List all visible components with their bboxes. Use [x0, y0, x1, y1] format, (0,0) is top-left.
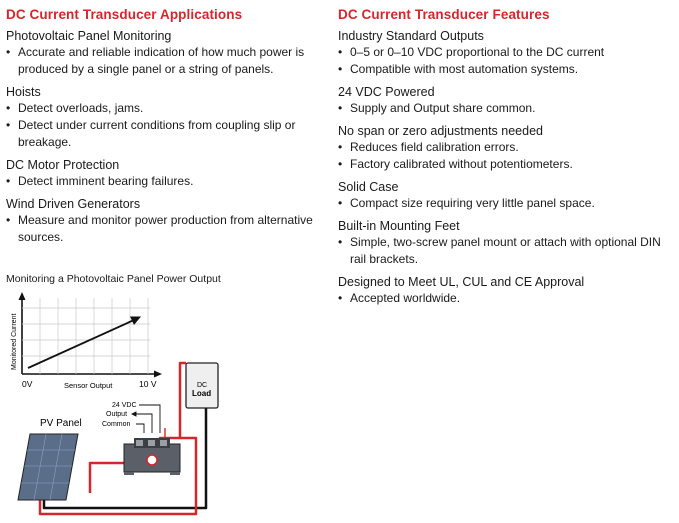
feat-heading-span: No span or zero adjustments needed — [338, 124, 543, 138]
transducer — [124, 438, 180, 475]
feat-list-mounting — [338, 234, 673, 268]
feat-list-outputs — [338, 44, 673, 78]
list-item: • Measure and monitor power production from alternative sources. — [6, 212, 326, 246]
common-label: Common — [102, 421, 131, 428]
feat-heading-approval: Designed to Meet UL, CUL and CE Approval — [338, 275, 585, 289]
output-graph — [11, 292, 162, 390]
app-list-hoists — [6, 100, 326, 151]
app-heading-motor: DC Motor Protection — [6, 158, 120, 172]
list-item: • Compatible with most automation systems. — [338, 61, 673, 78]
dc-load — [186, 363, 218, 408]
applications-column — [6, 0, 326, 246]
feat-list-case — [338, 195, 673, 212]
supply-label: 24 VDC — [112, 402, 137, 409]
feat-list-approval — [338, 290, 673, 307]
load-label-load: Load — [192, 389, 212, 398]
x-axis-label: Sensor Output — [64, 381, 113, 390]
feat-heading-case: Solid Case — [338, 180, 399, 194]
feat-list-power — [338, 100, 673, 117]
list-item: • Detect imminent bearing failures. — [6, 173, 326, 190]
x-max-label: 10 V — [139, 379, 157, 389]
list-item: • Detect under current conditions from coupling slip or breakage. — [6, 117, 326, 151]
features-column — [338, 0, 673, 307]
diagram-title: Monitoring a Photovoltaic Panel Power Output — [6, 273, 221, 285]
app-list-wind — [6, 212, 326, 246]
list-item: • Simple, two-screw panel mount or attach with optional DIN rail brackets. — [338, 234, 673, 268]
app-heading-hoists: Hoists — [6, 85, 41, 99]
app-heading-pv: Photovoltaic Panel Monitoring — [6, 29, 172, 43]
app-heading-wind: Wind Driven Generators — [6, 197, 141, 211]
applications-title: DC Current Transducer Applications — [6, 7, 243, 22]
panel-label: PV Panel — [40, 418, 82, 429]
x-min-label: 0V — [22, 379, 33, 389]
feat-heading-outputs: Industry Standard Outputs — [338, 29, 484, 43]
features-title: DC Current Transducer Features — [338, 7, 550, 22]
app-list-motor — [6, 173, 326, 190]
list-item: • 0–5 or 0–10 VDC proportional to the DC current — [338, 44, 673, 61]
list-item: • Supply and Output share common. — [338, 100, 673, 117]
list-item: • Compact size requiring very little panel space. — [338, 195, 673, 212]
feat-heading-mounting: Built-in Mounting Feet — [338, 219, 460, 233]
list-item: • Factory calibrated without potentiometers. — [338, 156, 673, 173]
list-item: • Detect overloads, jams. — [6, 100, 326, 117]
list-item: • Accurate and reliable indication of how much power is produced by a single panel or a string of panels. — [6, 44, 326, 78]
load-label-dc: DC — [197, 382, 208, 389]
pv-monitoring-diagram — [0, 288, 260, 523]
y-axis-label: Monitored Current — [11, 313, 18, 370]
feat-heading-power: 24 VDC Powered — [338, 85, 435, 99]
pv-panel — [18, 418, 82, 500]
list-item: • Reduces field calibration errors. — [338, 139, 673, 156]
feat-list-span — [338, 139, 673, 173]
output-label: Output — [106, 411, 128, 418]
app-list-pv — [6, 44, 326, 78]
list-item: • Accepted worldwide. — [338, 290, 673, 307]
